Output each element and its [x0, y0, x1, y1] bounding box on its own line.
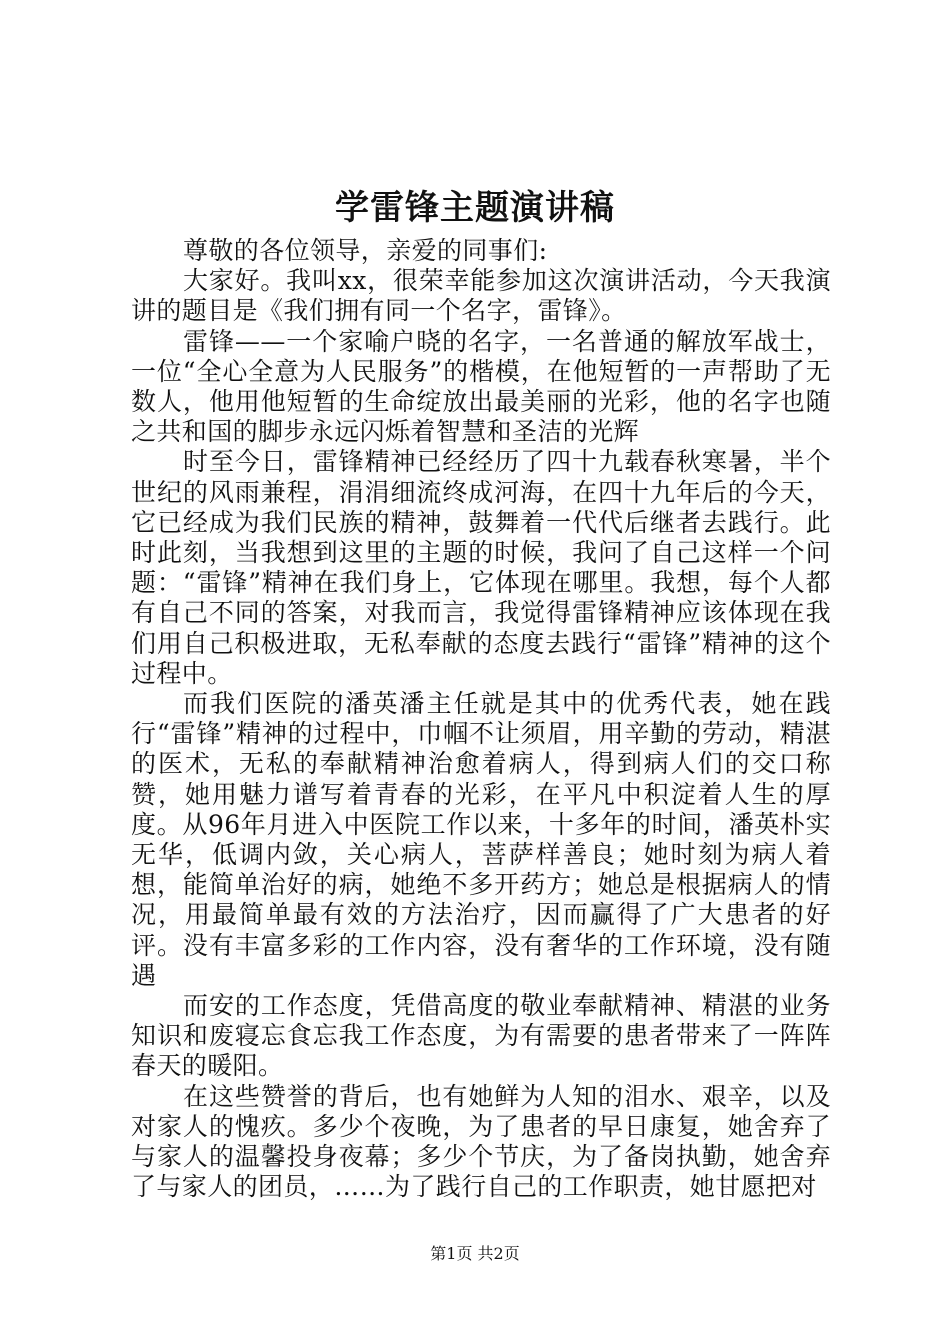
document-title: 学雷锋主题演讲稿: [335, 188, 615, 228]
paragraph-leifeng-description: 雷锋——一个家喻户晓的名字，一名普通的解放军战士，一位“全心全意为人民服务”的楷模，在他短暂的一声帮助了无数人，他用他短暂的生命绽放出最美丽的光彩，他的名字也随之共和国的脚步永远闪烁着智慧和圣洁的光辉: [131, 326, 831, 447]
paragraph-leifeng-spirit: 时至今日，雷锋精神已经经历了四十九载春秋寒暑，半个世纪的风雨兼程，涓涓细流终成河海，在四十九年后的今天，它已经成为我们民族的精神，鼓舞着一代代后继者去践行。此时此刻，当我想到这里的主题的时候，我问了自己这样一个问题：“雷锋”精神在我们身上，它体现在哪里。我想，每个人都有自己不同的答案，对我而言，我觉得雷锋精神应该体现在我们用自己积极进取，无私奉献的态度去践行“雷锋”精神的这个过程中。: [131, 447, 831, 688]
paragraph-sacrifice: 在这些赞誉的背后，也有她鲜为人知的泪水、艰辛，以及对家人的愧疚。多少个夜晚，为了患者的早日康复，她舍弃了与家人的温馨投身夜幕；多少个节庆，为了备岗执勤，她舍弃了与家人的团员，……为了践行自己的工作职责，她甘愿把对: [131, 1081, 831, 1202]
paragraph-introduction: 大家好。我叫xx，很荣幸能参加这次演讲活动，今天我演讲的题目是《我们拥有同一个名字，雷锋》。: [131, 266, 831, 326]
document-body: [131, 236, 831, 1203]
paragraph-work-attitude: 而安的工作态度，凭借高度的敬业奉献精神、精湛的业务知识和废寝忘食忘我工作态度，为有需要的患者带来了一阵阵春天的暖阳。: [131, 991, 831, 1081]
page-footer: 第1页 共2页: [430, 1244, 520, 1263]
paragraph-panying-example: 而我们医院的潘英潘主任就是其中的优秀代表，她在践行“雷锋”精神的过程中，巾帼不让须眉，用辛勤的劳动，精湛的医术，无私的奉献精神治愈着病人，得到病人们的交口称赞，她用魅力谱写着青春的光彩，在平凡中积淀着人生的厚度。从96年月进入中医院工作以来，十多年的时间，潘英朴实无华，低调内敛，关心病人，菩萨样善良；她时刻为病人着想，能简单治好的病，她绝不多开药方；她总是根据病人的情况，用最简单最有效的方法治疗，因而赢得了广大患者的好评。没有丰富多彩的工作内容，没有奢华的工作环境，没有随遇: [131, 689, 831, 990]
paragraph-salutation: 尊敬的各位领导，亲爱的同事们:: [183, 236, 548, 265]
